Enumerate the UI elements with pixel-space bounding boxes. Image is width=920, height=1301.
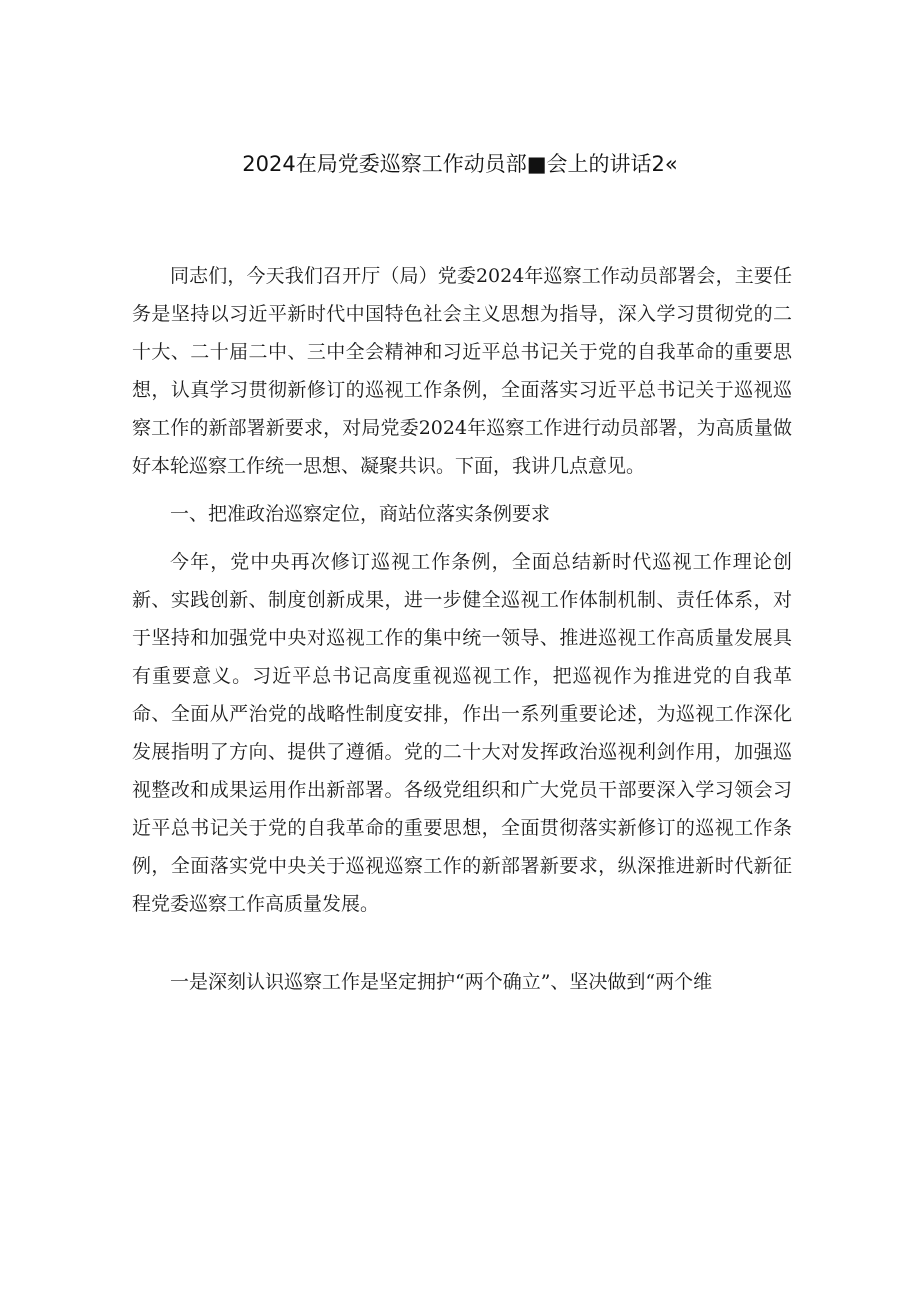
paragraph-opening: 同志们，今天我们召开厅（局）党委2024年巡察工作动员部署会，主要任务是坚持以习近平新时代中国特色社会主义思想为指导，深入学习贯彻党的二十大、二十届二中、三中全会精神和习近平总书记关于党的自我革命的重要思想，认真学习贯彻新修订的巡视工作条例，全面落实习近平总书记关于巡视巡察工作的新部署新要求，对局党委2024年巡察工作进行动员部署，为高质量做好本轮巡察工作统一思想、凝聚共识。下面，我讲几点意见。 — [132, 265, 792, 477]
document-body — [132, 257, 792, 1001]
document-title: 2024在局党委巡察工作动员部■会上的讲话2« — [242, 152, 678, 176]
paragraph-section-1: 今年，党中央再次修订巡视工作条例，全面总结新时代巡视工作理论创新、实践创新、制度创新成果，进一步健全巡视工作体制机制、责任体系，对于坚持和加强党中央对巡视工作的集中统一领导、推进巡视工作高质量发展具有重要意义。习近平总书记高度重视巡视工作，把巡视作为推进党的自我革命、全面从严治党的战略性制度安排，作出一系列重要论述，为巡视工作深化发展指明了方向、提供了遵循。党的二十大对发挥政治巡视利剑作用，加强巡视整改和成果运用作出新部署。各级党组织和广大党员干部要深入学习领会习近平总书记关于党的自我革命的重要思想，全面贯彻落实新修订的巡视工作条例，全面落实党中央关于巡视巡察工作的新部署新要求，纵深推进新时代新征程党委巡察工作高质量发展。 — [132, 551, 792, 915]
paragraph-point-1: 一是深刻认识巡察工作是坚定拥护“两个确立”、坚决做到“两个维 — [170, 971, 713, 993]
section-heading-1: 一、把准政治巡察定位，商站位落实条例要求 — [170, 503, 551, 525]
